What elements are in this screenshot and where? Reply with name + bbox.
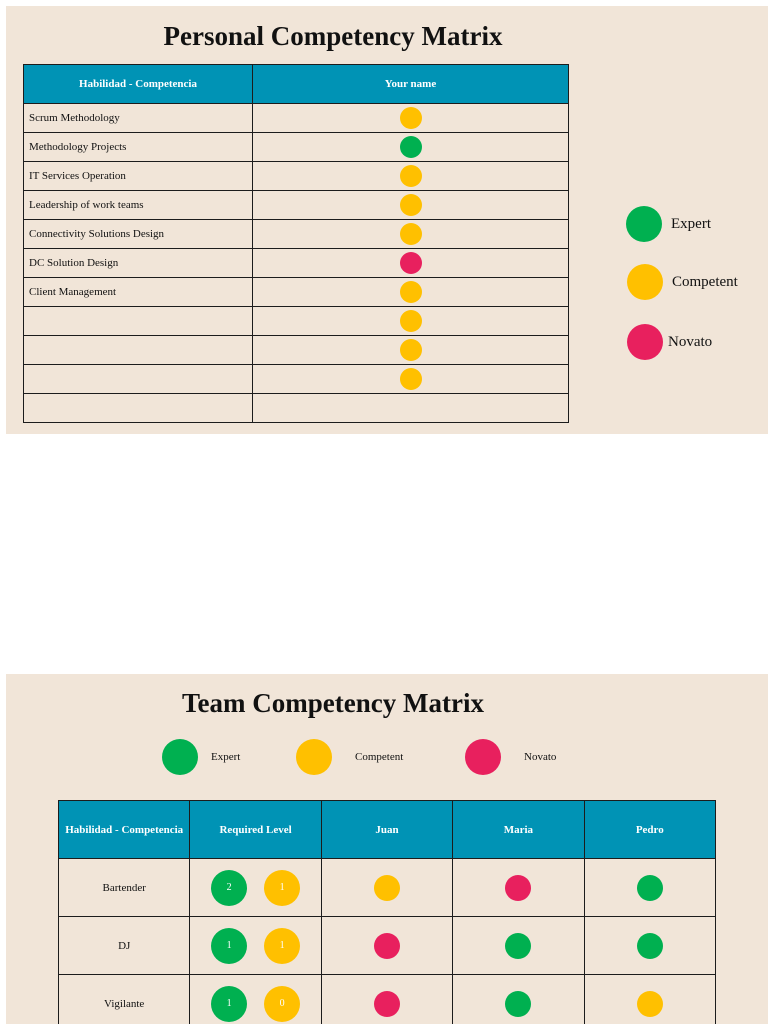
- skill-cell: IT Services Operation: [24, 162, 253, 191]
- table-header-row: [24, 65, 569, 104]
- skill-cell: Scrum Methodology: [24, 104, 253, 133]
- team-legend-novato: [465, 739, 556, 775]
- legend-expert-label: Expert: [671, 215, 711, 232]
- competent-dot-icon: [296, 739, 332, 775]
- legend-novato-label: Novato: [668, 333, 713, 350]
- expert-dot-icon: [162, 739, 198, 775]
- table-row: [24, 104, 569, 133]
- level-dot-icon: [374, 933, 400, 959]
- table-row: [24, 394, 569, 423]
- personal-matrix-panel: [6, 6, 768, 434]
- table-row: [24, 133, 569, 162]
- header-skill: Habilidad - Competencia: [59, 801, 190, 859]
- level-cell: [253, 220, 569, 249]
- table-header-row: [59, 801, 716, 859]
- legend-competent-label: Competent: [672, 273, 738, 290]
- required-level-cell: [190, 859, 321, 917]
- level-dot-icon: [374, 991, 400, 1017]
- table-row: [24, 278, 569, 307]
- table-row: [24, 220, 569, 249]
- header-your-name: Your name: [253, 65, 569, 104]
- table-row: [24, 307, 569, 336]
- team-legend-novato-label: Novato: [524, 751, 557, 763]
- pedro-level-cell: [584, 975, 715, 1024]
- level-cell: [253, 278, 569, 307]
- level-dot-icon: [400, 165, 422, 187]
- level-dot-icon: [505, 933, 531, 959]
- required-competent-count: 0: [264, 986, 300, 1022]
- level-dot-icon: [637, 875, 663, 901]
- level-cell: [253, 104, 569, 133]
- required-expert-count: 1: [211, 986, 247, 1022]
- team-legend-expert: [162, 739, 240, 775]
- level-dot-icon: [400, 368, 422, 390]
- skill-cell: Connectivity Solutions Design: [24, 220, 253, 249]
- legend-novato: [627, 324, 712, 360]
- novato-dot-icon: [627, 324, 663, 360]
- table-row: [59, 975, 716, 1024]
- maria-level-cell: [453, 859, 584, 917]
- header-skill: Habilidad - Competencia: [24, 65, 253, 104]
- header-required-level: Required Level: [190, 801, 321, 859]
- maria-level-cell: [453, 917, 584, 975]
- skill-cell: [24, 394, 253, 423]
- juan-level-cell: [321, 917, 452, 975]
- required-level-cell: [190, 917, 321, 975]
- skill-cell: Leadership of work teams: [24, 191, 253, 220]
- level-cell: [253, 191, 569, 220]
- expert-dot-icon: [626, 206, 662, 242]
- required-expert-count: 1: [211, 928, 247, 964]
- header-pedro: Pedro: [584, 801, 715, 859]
- skill-cell: Methodology Projects: [24, 133, 253, 162]
- skill-cell: Vigilante: [59, 975, 190, 1024]
- level-dot-icon: [505, 991, 531, 1017]
- competent-dot-icon: [627, 264, 663, 300]
- level-dot-icon: [400, 194, 422, 216]
- juan-level-cell: [321, 859, 452, 917]
- required-competent-count: 1: [264, 870, 300, 906]
- personal-matrix-table: [23, 64, 569, 423]
- table-row: [24, 365, 569, 394]
- level-cell: [253, 133, 569, 162]
- novato-dot-icon: [465, 739, 501, 775]
- team-legend-competent-label: Competent: [355, 751, 404, 763]
- table-row: [24, 162, 569, 191]
- team-legend-expert-label: Expert: [211, 751, 241, 763]
- team-matrix-panel: [6, 674, 768, 1024]
- table-row: [24, 249, 569, 278]
- legend-competent: [627, 264, 738, 300]
- level-dot-icon: [400, 281, 422, 303]
- legend-expert: [626, 206, 711, 242]
- level-dot-icon: [505, 875, 531, 901]
- required-competent-count: 1: [264, 928, 300, 964]
- level-dot-icon: [400, 136, 422, 158]
- team-matrix-title: Team Competency Matrix: [182, 688, 484, 718]
- skill-cell: DC Solution Design: [24, 249, 253, 278]
- level-cell: [253, 307, 569, 336]
- team-matrix-table: [58, 800, 716, 1024]
- level-dot-icon: [400, 107, 422, 129]
- table-row: [59, 859, 716, 917]
- team-legend-competent: [296, 739, 403, 775]
- table-row: [59, 917, 716, 975]
- level-cell: [253, 394, 569, 423]
- header-juan: Juan: [321, 801, 452, 859]
- skill-cell: [24, 365, 253, 394]
- juan-level-cell: [321, 975, 452, 1024]
- table-row: [24, 336, 569, 365]
- level-cell: [253, 365, 569, 394]
- level-dot-icon: [374, 875, 400, 901]
- pedro-level-cell: [584, 859, 715, 917]
- pedro-level-cell: [584, 917, 715, 975]
- required-level-cell: [190, 975, 321, 1024]
- required-expert-count: 2: [211, 870, 247, 906]
- level-dot-icon: [400, 223, 422, 245]
- level-cell: [253, 249, 569, 278]
- skill-cell: Bartender: [59, 859, 190, 917]
- skill-cell: [24, 336, 253, 365]
- skill-cell: DJ: [59, 917, 190, 975]
- skill-cell: [24, 307, 253, 336]
- skill-cell: Client Management: [24, 278, 253, 307]
- personal-matrix-title: Personal Competency Matrix: [163, 21, 503, 51]
- table-row: [24, 191, 569, 220]
- maria-level-cell: [453, 975, 584, 1024]
- level-cell: [253, 162, 569, 191]
- level-dot-icon: [400, 339, 422, 361]
- level-dot-icon: [400, 310, 422, 332]
- level-dot-icon: [637, 991, 663, 1017]
- level-dot-icon: [637, 933, 663, 959]
- level-cell: [253, 336, 569, 365]
- header-maria: Maria: [453, 801, 584, 859]
- level-dot-icon: [400, 252, 422, 274]
